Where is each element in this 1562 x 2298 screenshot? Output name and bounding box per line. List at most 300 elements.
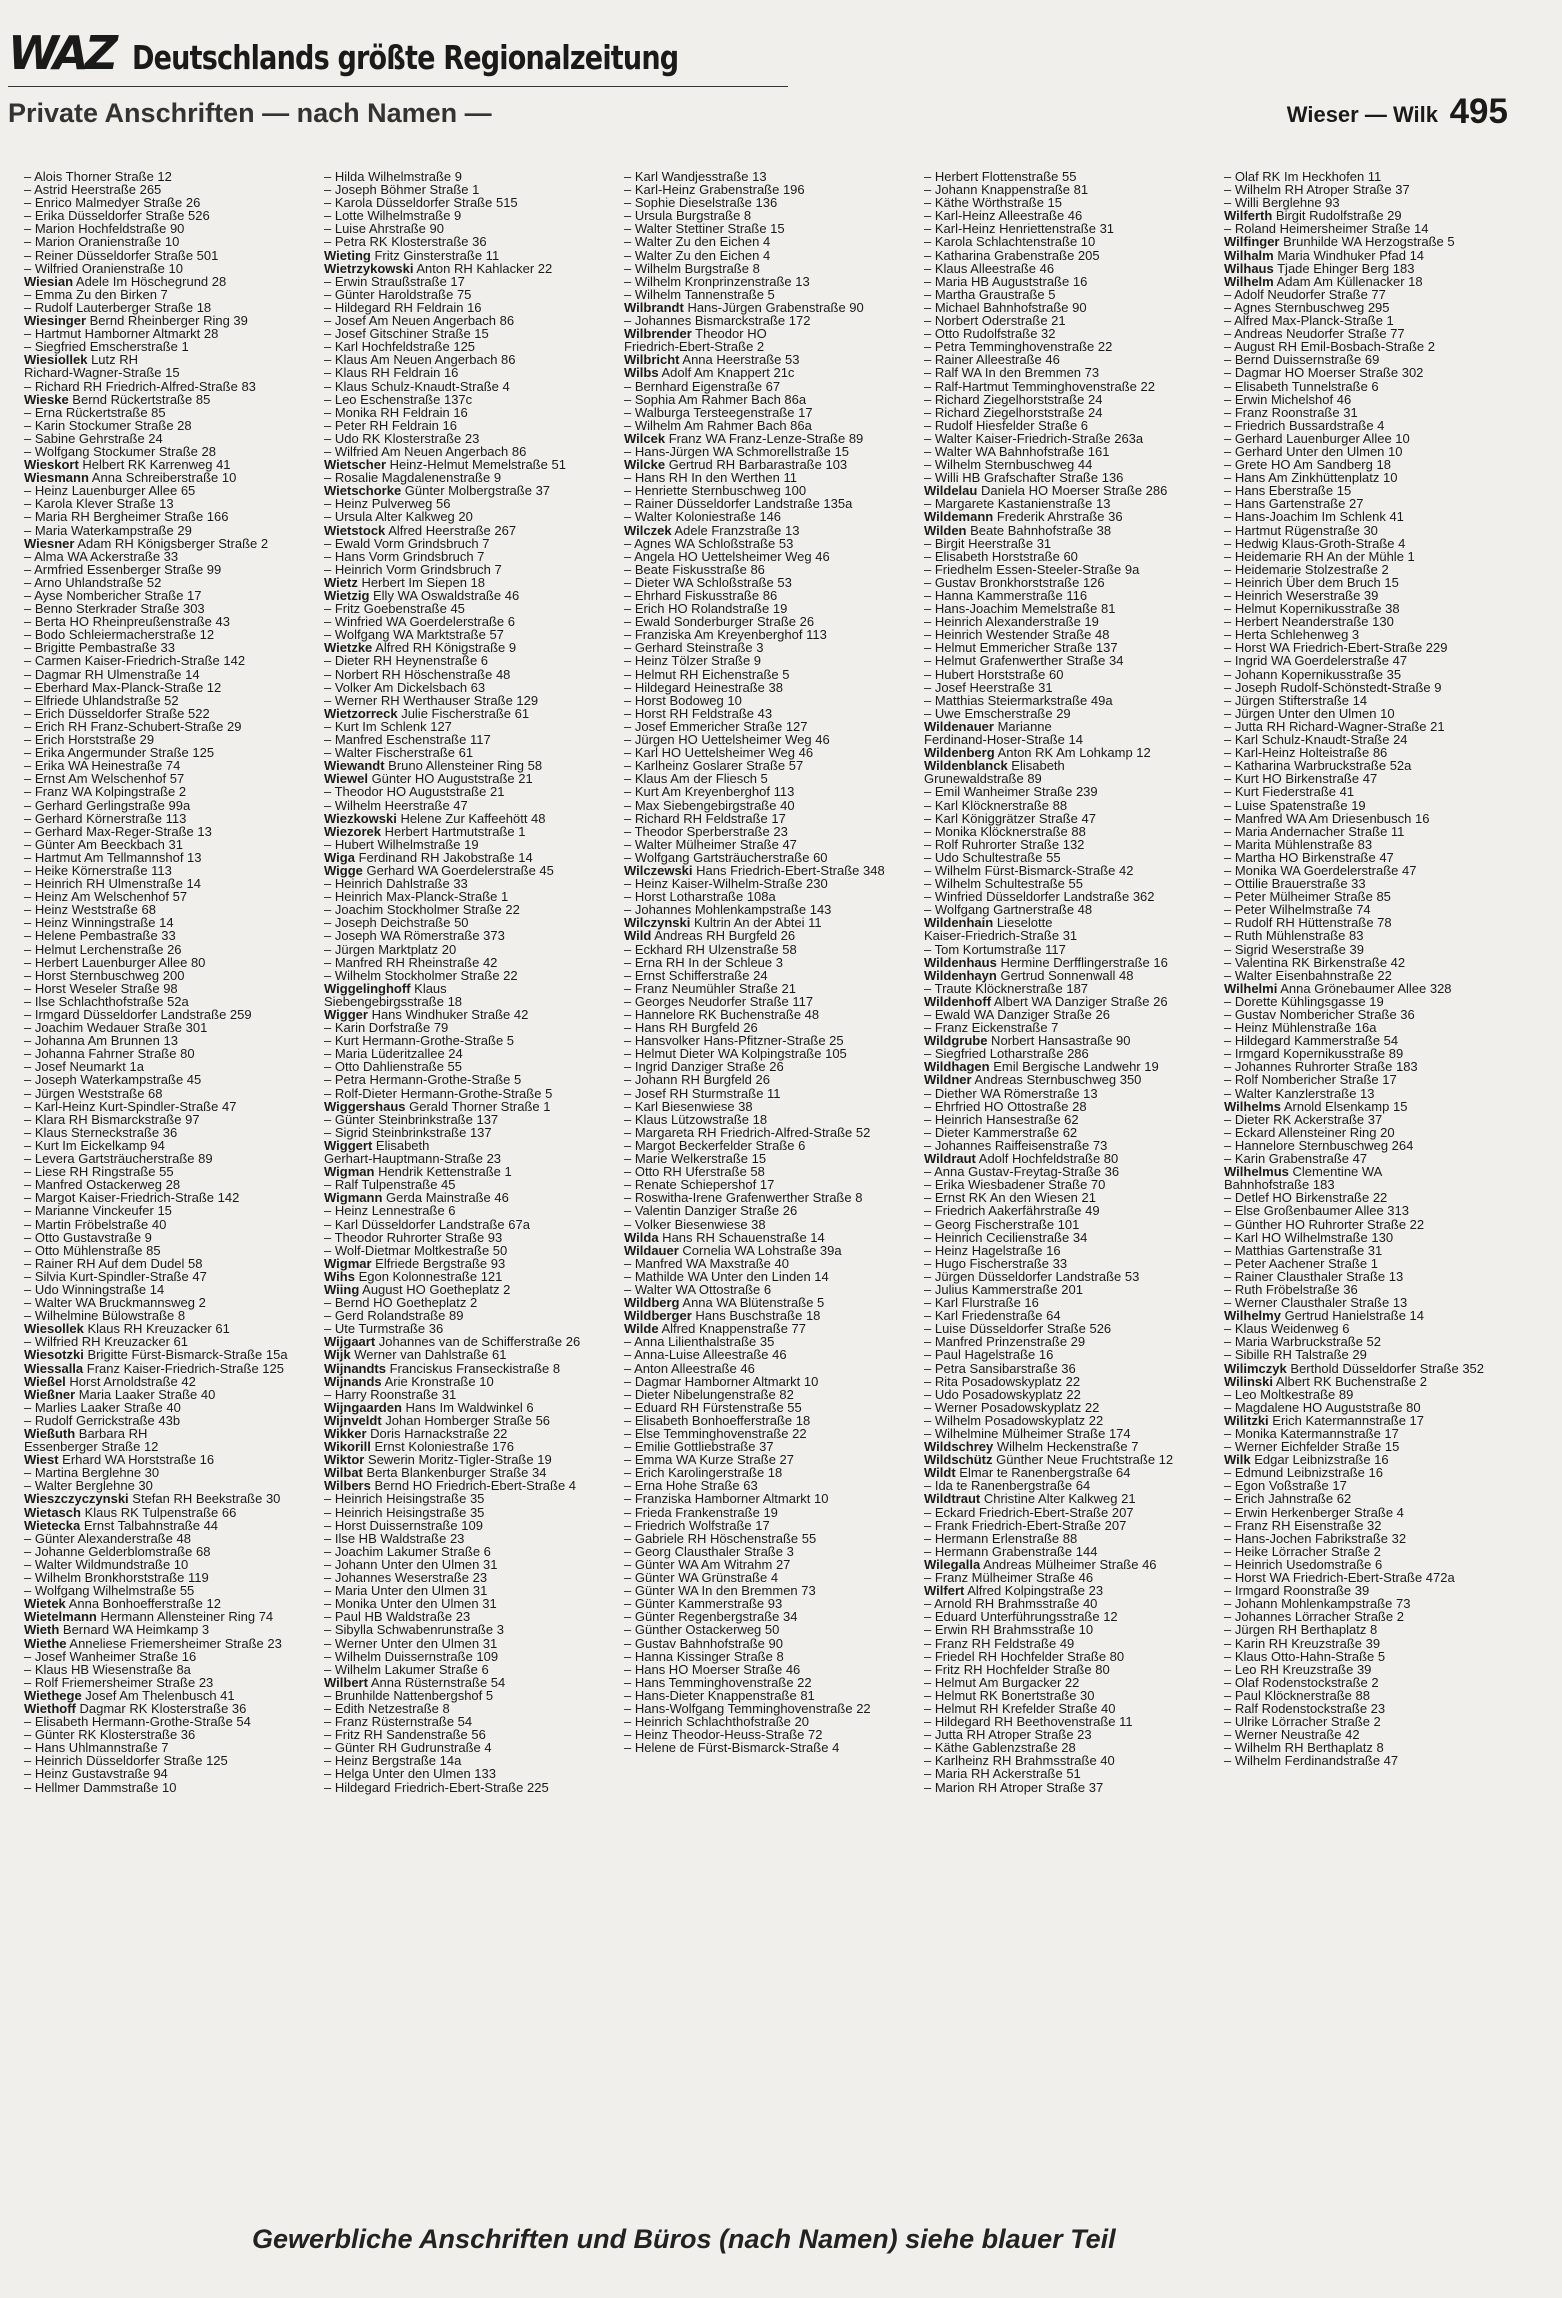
- directory-entry: – Hildegard Kammerstraße 54: [1224, 1033, 1399, 1049]
- directory-entry: – Irmgard Roonstraße 39: [1224, 1583, 1370, 1599]
- directory-entry: – Julius Kammerstraße 201: [924, 1281, 1083, 1297]
- directory-entry: – Luise Ahrstraße 90: [324, 221, 444, 237]
- directory-entry: Bahnhofstraße 183: [1224, 1177, 1335, 1193]
- directory-entry: Wilegalla Andreas Mülheimer Straße 46: [924, 1556, 1157, 1572]
- directory-entry: – Hedwig Klaus-Groth-Straße 4: [1224, 535, 1406, 551]
- directory-entry: – Heinrich Usedomstraße 6: [1224, 1556, 1383, 1572]
- directory-entry: – Heinz Gustavstraße 94: [24, 1766, 168, 1782]
- directory-entry: – Siegfried Lotharstraße 286: [924, 1046, 1089, 1062]
- directory-entry: – Katharina Grabenstraße 205: [924, 247, 1100, 263]
- directory-entry: – Elfriede Uhlandstraße 52: [24, 692, 179, 708]
- directory-entry: Wijk Werner van Dahlstraße 61: [324, 1347, 507, 1363]
- directory-entry: – Heinrich Heisingstraße 35: [324, 1491, 485, 1507]
- directory-entry: – Karl Wandjesstraße 13: [624, 170, 767, 184]
- directory-entry: – Otto Dahlienstraße 55: [324, 1059, 463, 1075]
- directory-entry: – Heinrich Hansestraße 62: [924, 1111, 1079, 1127]
- directory-entry: – Wilhelm Schultestraße 55: [924, 876, 1083, 892]
- directory-entry: – Henriette Sternbuschweg 100: [624, 483, 807, 499]
- directory-entry: – Heinz Lauenburger Allee 65: [24, 483, 196, 499]
- directory-entry: – Sigrid Steinbrinkstraße 137: [324, 1124, 492, 1140]
- directory-entry: – Hartmut Hamborner Altmarkt 28: [24, 326, 219, 342]
- directory-entry: – Hermann Grabenstraße 144: [924, 1543, 1098, 1559]
- directory-entry: – Erich HO Rolandstraße 19: [624, 601, 788, 617]
- directory-entry: – Ayse Nombericher Straße 17: [24, 588, 202, 603]
- directory-entry: – Gerhard Lauenburger Allee 10: [1224, 430, 1410, 446]
- directory-entry: – Heinz Am Welschenhof 57: [24, 889, 188, 905]
- directory-entry: – Wilhelm Duissernstraße 109: [324, 1648, 499, 1664]
- directory-entry: – Franz Rüsternstraße 54: [324, 1714, 473, 1730]
- directory-entry: Wiesian Adele Im Höschegrund 28: [24, 273, 227, 289]
- directory-entry: – Horst Sternbuschweg 200: [24, 967, 185, 983]
- directory-entry: – Jürgen Stifterstraße 14: [1224, 692, 1368, 708]
- directory-entry: – Josef Am Neuen Angerbach 86: [324, 313, 515, 329]
- directory-entry: – Klaus Lützowstraße 18: [624, 1111, 768, 1127]
- directory-entry: – Sibille RH Talstraße 29: [1224, 1347, 1367, 1363]
- directory-entry: – Karin RH Kreuzstraße 39: [1224, 1635, 1381, 1651]
- directory-entry: – Hans RH Burgfeld 26: [624, 1020, 758, 1036]
- directory-entry: – Petra Hermann-Grothe-Straße 5: [324, 1072, 522, 1088]
- directory-entry: – Jutta RH Richard-Wagner-Straße 21: [1224, 718, 1445, 734]
- directory-entry: – Werner Unter den Ulmen 31: [324, 1635, 498, 1651]
- directory-entry: – Petra Temminghovenstraße 22: [924, 339, 1113, 355]
- directory-entry: – Monika WA Goerdelerstraße 47: [1224, 862, 1417, 878]
- directory-entry: – Karlheinz RH Brahmsstraße 40: [924, 1753, 1115, 1769]
- directory-entry: – Wilhelmine Mülheimer Straße 174: [924, 1426, 1131, 1441]
- directory-entry: – Wilhelm Kronprinzenstraße 13: [624, 273, 810, 289]
- directory-entry: Wilcke Gertrud RH Barbarastraße 103: [624, 457, 848, 473]
- directory-entry: – Elisabeth Horststraße 60: [924, 548, 1078, 564]
- directory-entry: – Uwe Emscherstraße 29: [924, 705, 1071, 721]
- directory-entry: Wigmar Elfriede Bergstraße 93: [324, 1255, 506, 1271]
- directory-entry: – Hartmut Am Tellmannshof 13: [24, 849, 202, 865]
- directory-entry: – Roland Heimersheimer Straße 14: [1224, 221, 1429, 237]
- directory-entry: Wieting Fritz Ginsterstraße 11: [324, 247, 500, 263]
- directory-entry: – Klaus RH Feldrain 16: [324, 365, 459, 381]
- directory-entry: – Ernst Schifferstraße 24: [624, 967, 768, 983]
- directory-entry: – Walburga Tersteegenstraße 17: [624, 404, 813, 420]
- directory-entry: Wilitzki Erich Katermannstraße 17: [1224, 1412, 1425, 1428]
- directory-entry: – Gerhard Max-Reger-Straße 13: [24, 823, 212, 839]
- directory-entry: – Sibylla Schwabenrunstraße 3: [324, 1622, 504, 1638]
- directory-entry: – Josef Heerstraße 31: [924, 679, 1053, 695]
- directory-entry: – Heinz Bergstraße 14a: [324, 1753, 462, 1769]
- directory-entry: – Ingrid WA Goerdelerstraße 47: [1224, 653, 1408, 669]
- directory-entry: – Klaus HB Wiesenstraße 8a: [24, 1661, 191, 1677]
- directory-entry: Wiewandt Bruno Allensteiner Ring 58: [324, 758, 543, 774]
- directory-entry: – Peter Aachener Straße 1: [1224, 1255, 1378, 1271]
- directory-entry: – Hildegard Heinestraße 38: [624, 679, 783, 695]
- directory-entry: Wildner Andreas Sternbuschweg 350: [924, 1072, 1142, 1088]
- directory-entry: – Hans Gartenstraße 27: [1224, 496, 1364, 512]
- directory-entry: – Wilfried Am Neuen Angerbach 86: [324, 443, 527, 459]
- directory-entry: – Wilhelm Fürst-Bismarck-Straße 42: [924, 862, 1134, 878]
- directory-entry: – Dorette Kühlingsgasse 19: [1224, 993, 1384, 1009]
- directory-entry: – Heike Lörracher Straße 2: [1224, 1543, 1381, 1559]
- directory-entry: – Hilda Wilhelmstraße 9: [324, 170, 462, 184]
- directory-entry: – Siegfried Emscherstraße 1: [24, 339, 189, 355]
- listing-column-1: [24, 170, 314, 2165]
- directory-entry: – Margareta RH Friedrich-Alfred-Straße 52: [624, 1124, 871, 1140]
- directory-entry: – Werner Clausthaler Straße 13: [1224, 1295, 1408, 1311]
- directory-entry: – Dieter WA Schloßstraße 53: [624, 574, 792, 590]
- directory-entry: – Emma Zu den Birken 7: [24, 286, 168, 302]
- directory-entry: – Josef RH Sturmstraße 11: [624, 1085, 781, 1101]
- directory-entry: Wiest Erhard WA Horststraße 16: [24, 1452, 215, 1468]
- directory-entry: Wietasch Klaus RK Tulpenstraße 66: [24, 1504, 237, 1520]
- directory-entry: – Kurt HO Birkenstraße 47: [1224, 771, 1378, 787]
- directory-entry: – Ernst Am Welschenhof 57: [24, 771, 185, 787]
- directory-entry: – Heinrich Dahlstraße 33: [324, 876, 468, 892]
- directory-entry: Wieske Bernd Rückertstraße 85: [24, 391, 211, 407]
- directory-entry: Wiethe Anneliese Friemersheimer Straße 23: [24, 1635, 282, 1651]
- directory-entry: Wijnands Arie Kronstraße 10: [324, 1373, 494, 1389]
- directory-entry: – Johanne Gelderblomstraße 68: [24, 1543, 211, 1559]
- directory-entry: – Dagmar RH Ulmenstraße 14: [24, 666, 200, 682]
- directory-entry: – Helene Pembastraße 33: [24, 928, 176, 944]
- directory-entry: – Michael Bahnhofstraße 90: [924, 299, 1087, 315]
- directory-entry: – Wilhelm Sternbuschweg 44: [924, 457, 1093, 473]
- directory-entry: – Rainer Alleestraße 46: [924, 352, 1060, 368]
- directory-entry: – Olaf RK Im Heckhofen 11: [1224, 170, 1382, 184]
- directory-entry: – Joseph Deichstraße 50: [324, 915, 469, 931]
- directory-entry: – Alma WA Ackerstraße 33: [24, 548, 179, 564]
- directory-entry: – Heinz Hagelstraße 16: [924, 1242, 1061, 1258]
- directory-entry: – Käthe Gablenzstraße 28: [924, 1740, 1076, 1756]
- directory-entry: – Johanna Fahrner Straße 80: [24, 1046, 195, 1062]
- directory-entry: – Karola Düsseldorfer Straße 515: [324, 195, 518, 211]
- directory-entry: – Jürgen HO Uettelsheimer Weg 46: [624, 732, 830, 748]
- directory-entry: – Liese RH Ringstraße 55: [24, 1164, 174, 1180]
- directory-entry: – Josef Neumarkt 1a: [24, 1059, 144, 1075]
- directory-entry: – Wolfgang Gartnerstraße 48: [924, 902, 1093, 918]
- directory-entry: Wiing August HO Goetheplatz 2: [324, 1281, 511, 1297]
- directory-entry: – Volker Am Dickelsbach 63: [324, 679, 486, 695]
- directory-entry: – Udo Winningstraße 14: [24, 1281, 165, 1297]
- directory-entry: – Maria Andernacher Straße 11: [1224, 823, 1405, 839]
- directory-entry: – Heinrich Über dem Bruch 15: [1224, 574, 1399, 590]
- directory-entry: – Brigitte Pembastraße 33: [24, 640, 176, 656]
- directory-entry: – Helmut Dieter WA Kolpingstraße 105: [624, 1046, 847, 1062]
- directory-entry: – Franz Mülheimer Straße 46: [924, 1570, 1094, 1586]
- directory-entry: – Ilse Schlachthofstraße 52a: [24, 993, 189, 1009]
- directory-entry: – Otto RH Uferstraße 58: [624, 1164, 765, 1180]
- directory-entry: – Kurt Im Schlenk 127: [324, 718, 452, 734]
- directory-entry: – Eberhard Max-Planck-Straße 12: [24, 679, 222, 695]
- directory-entry: – Maria RH Bergheimer Straße 166: [24, 509, 229, 525]
- directory-entry: – Heinz Kaiser-Wilhelm-Straße 230: [624, 876, 828, 892]
- directory-entry: – Wilhelm Stockholmer Straße 22: [324, 967, 518, 983]
- directory-entry: – Agnes WA Schloßstraße 53: [624, 535, 794, 551]
- directory-entry: – Birgit Heerstraße 31: [924, 535, 1052, 551]
- directory-entry: – Monika Katermannstraße 17: [1224, 1426, 1399, 1441]
- directory-entry: – Sophia Am Rahmer Bach 86a: [624, 391, 807, 407]
- directory-entry: – Johannes Bismarckstraße 172: [624, 313, 811, 329]
- directory-entry: Wildenhoff Albert WA Danziger Straße 26: [924, 993, 1168, 1009]
- directory-entry: – Karola Schlachtenstraße 10: [924, 234, 1096, 250]
- directory-entry: – Gustav Bronkhorststraße 126: [924, 574, 1105, 590]
- directory-entry: – Erna RH In der Schleue 3: [624, 954, 783, 970]
- directory-entry: Wilbs Adolf Am Knappert 21c: [624, 365, 795, 381]
- directory-entry: – Heike Körnerstraße 113: [24, 862, 172, 878]
- directory-entry: – Eckhard RH Ulzenstraße 58: [624, 941, 797, 957]
- directory-entry: Wildenhaus Hermine Derfflingerstraße 16: [924, 954, 1168, 970]
- directory-entry: – Ulrike Lörracher Straße 2: [1224, 1714, 1381, 1730]
- directory-entry: Wiesner Adam RH Königsberger Straße 2: [24, 535, 269, 551]
- directory-entry: – Maria Lüderitzallee 24: [324, 1046, 463, 1062]
- directory-entry: – Horst Bodoweg 10: [624, 692, 742, 708]
- directory-entry: Wildberg Anna WA Blütenstraße 5: [624, 1295, 825, 1311]
- directory-entry: – Emil Wanheimer Straße 239: [924, 784, 1098, 800]
- directory-entry: – Johann Kopernikusstraße 35: [1224, 666, 1402, 682]
- directory-entry: – Ernst RK An den Wiesen 21: [924, 1190, 1096, 1206]
- directory-entry: – Franz Eickenstraße 7: [924, 1020, 1059, 1036]
- directory-entry: – Maria Unter den Ulmen 31: [324, 1583, 488, 1599]
- directory-entry: Wijnandts Franciskus Franseckistraße 8: [324, 1360, 561, 1376]
- directory-entry: – Karl-Heinz Grabenstraße 196: [624, 182, 805, 198]
- directory-entry: – Hartmut Rügenstraße 30: [1224, 522, 1378, 538]
- directory-entry: Wigmann Gerda Mainstraße 46: [324, 1190, 509, 1206]
- directory-entry: – Gerhard Unter den Ulmen 10: [1224, 443, 1403, 459]
- directory-entry: – Dieter RK Ackerstraße 37: [1224, 1111, 1383, 1127]
- directory-entry: Wildtraut Christine Alter Kalkweg 21: [924, 1491, 1136, 1507]
- directory-entry: – Heinz Mühlenstraße 16a: [1224, 1020, 1377, 1036]
- directory-entry: Grunewaldstraße 89: [924, 771, 1042, 787]
- directory-entry: Wießuth Barbara RH: [24, 1426, 148, 1441]
- directory-entry: – Silvia Kurt-Spindler-Straße 47: [24, 1268, 207, 1284]
- directory-entry: – Günter RK Klosterstraße 36: [24, 1727, 196, 1743]
- directory-entry: – Martina Berglehne 30: [24, 1465, 160, 1481]
- directory-entry: – Theodor Ruhrorter Straße 93: [324, 1229, 503, 1245]
- directory-entry: – Erich Horststraße 29: [24, 732, 155, 748]
- directory-entry: – Johann Unter den Ulmen 31: [324, 1556, 498, 1572]
- directory-entry: Wilczynski Kultrin An der Abtei 11: [624, 915, 822, 931]
- directory-entry: – Bernd HO Goetheplatz 2: [324, 1295, 478, 1311]
- directory-entry: – Rudolf Hiesfelder Straße 6: [924, 417, 1089, 433]
- directory-entry: – Rolf Friemersheimer Straße 23: [24, 1674, 214, 1690]
- directory-entry: – Walter Berglehne 30: [24, 1478, 153, 1494]
- directory-entry: – Theodor Sperberstraße 23: [624, 823, 788, 839]
- directory-entry: – Jürgen Marktplatz 20: [324, 941, 457, 957]
- directory-entry: – Johannes Ruhrorter Straße 183: [1224, 1059, 1418, 1075]
- directory-entry: – Erika Wiesbadener Straße 70: [924, 1177, 1106, 1193]
- directory-entry: – Heinz Tölzer Straße 9: [624, 653, 762, 669]
- directory-entry: Wildberger Hans Buschstraße 18: [624, 1308, 821, 1324]
- subheader: [8, 92, 1508, 136]
- directory-entry: – Dagmar Hamborner Altmarkt 10: [624, 1373, 819, 1389]
- directory-entry: Wildelau Daniela HO Moerser Straße 286: [924, 483, 1168, 499]
- directory-entry: Wilde Alfred Knappenstraße 77: [624, 1321, 806, 1337]
- directory-entry: – Ralf Tulpenstraße 45: [324, 1177, 456, 1193]
- directory-entry: – Helmut Grafenwerther Straße 34: [924, 653, 1124, 669]
- directory-entry: – Georg Fischerstraße 101: [924, 1216, 1080, 1232]
- directory-entry: – Manfred Prinzenstraße 29: [924, 1334, 1086, 1350]
- directory-entry: – Joachim Wedauer Straße 301: [24, 1020, 208, 1036]
- directory-entry: – Walter Stettiner Straße 15: [624, 221, 785, 237]
- directory-entry: – Wilhelm Bronkhorststraße 119: [24, 1570, 209, 1586]
- listing-column-5: [1224, 170, 1514, 2165]
- directory-entry: – Franz Neumühler Straße 21: [624, 980, 796, 996]
- directory-entry: – Joseph WA Römerstraße 373: [324, 928, 505, 944]
- directory-entry: – Leo RH Kreuzstraße 39: [1224, 1661, 1372, 1677]
- directory-entry: Wilimczyk Berthold Düsseldorfer Straße 352: [1224, 1360, 1485, 1376]
- directory-entry: – Günther Ostackerweg 50: [624, 1622, 780, 1638]
- directory-entry: – Margot Kaiser-Friedrich-Straße 142: [24, 1190, 240, 1206]
- directory-entry: – Karl Klöcknerstraße 88: [924, 797, 1068, 813]
- directory-entry: Wilczewski Hans Friedrich-Ebert-Straße 348: [624, 862, 885, 878]
- directory-entry: – Hellmer Dammstraße 10: [24, 1779, 177, 1795]
- directory-entry: – Matthias Steiermarkstraße 49a: [924, 692, 1113, 708]
- directory-entry: – Klara RH Bismarckstraße 97: [24, 1111, 200, 1127]
- directory-entry: Wilda Hans RH Schauenstraße 14: [624, 1229, 825, 1245]
- directory-entry: – Adolf Neudorfer Straße 77: [1224, 286, 1386, 302]
- directory-entry: – Karl Düsseldorfer Landstraße 67a: [324, 1216, 530, 1232]
- directory-entry: – Heinz Theodor-Heuss-Straße 72: [624, 1727, 823, 1743]
- directory-entry: Wietelmann Hermann Allensteiner Ring 74: [24, 1609, 274, 1625]
- directory-entry: Wietz Herbert Im Siepen 18: [324, 574, 486, 590]
- directory-entry: Wildemann Frederik Ahrstraße 36: [924, 509, 1123, 525]
- directory-entry: – Bernhard Eigenstraße 67: [624, 378, 781, 394]
- directory-entry: Wietecka Ernst Talbahnstraße 44: [24, 1517, 219, 1533]
- directory-entry: – Erika Düsseldorfer Straße 526: [24, 208, 210, 224]
- directory-entry: – Hannelore Sternbuschweg 264: [1224, 1137, 1414, 1153]
- directory-entry: Wietrzykowski Anton RH Kahlacker 22: [324, 260, 553, 276]
- directory-entry: – Edith Netzestraße 8: [324, 1700, 450, 1716]
- directory-entry: – Elisabeth Bonhoefferstraße 18: [624, 1412, 811, 1428]
- directory-entry: – Wilhelm Heerstraße 47: [324, 797, 468, 813]
- directory-entry: Wildenberg Anton RK Am Lohkamp 12: [924, 745, 1151, 761]
- directory-entry: Wildschrey Wilhelm Heckenstraße 7: [924, 1439, 1139, 1455]
- directory-entry: – Klaus Schulz-Knaudt-Straße 4: [324, 378, 510, 394]
- masthead: [8, 26, 1508, 84]
- name-range: Wieser — Wilk: [1286, 102, 1438, 127]
- directory-entry: – Horst RH Feldstraße 43: [624, 705, 773, 721]
- directory-entry: – Anna-Luise Alleestraße 46: [624, 1347, 787, 1363]
- directory-entry: – Karl-Heinz Henriettenstraße 31: [924, 221, 1115, 237]
- directory-entry: – Rainer RH Auf dem Dudel 58: [24, 1255, 203, 1271]
- directory-entry: – Theodor HO Auguststraße 21: [324, 784, 505, 800]
- directory-entry: Wikorill Ernst Koloniestraße 176: [324, 1439, 514, 1455]
- directory-entry: Wilferth Birgit Rudolfstraße 29: [1224, 208, 1402, 224]
- directory-entry: – Johannes Lörracher Straße 2: [1224, 1609, 1404, 1625]
- directory-entry: – Bodo Schleiermacherstraße 12: [24, 627, 215, 643]
- directory-entry: – Eduard RH Fürstenstraße 55: [624, 1399, 802, 1415]
- directory-listing: [24, 170, 1524, 2165]
- directory-entry: – Günter Regenbergstraße 34: [624, 1609, 798, 1625]
- directory-entry: Wieth Bernard WA Heimkamp 3: [24, 1622, 210, 1638]
- listing-column-2: [324, 170, 614, 2165]
- directory-entry: – Luise Spatenstraße 19: [1224, 797, 1366, 813]
- directory-entry: – Karl Hochfeldstraße 125: [324, 339, 476, 355]
- directory-entry: – Erich Karolingerstraße 18: [624, 1465, 783, 1481]
- directory-entry: – Klaus Weidenweg 6: [1224, 1321, 1350, 1337]
- directory-entry: – Peter Mülheimer Straße 85: [1224, 889, 1391, 905]
- directory-entry: – Erika WA Heinestraße 74: [24, 758, 181, 774]
- directory-entry: – Walter Fischerstraße 61: [324, 745, 474, 761]
- directory-entry: – Walter WA Ottostraße 6: [624, 1281, 772, 1297]
- directory-entry: – Helmut RH Krefelder Straße 40: [924, 1700, 1116, 1716]
- directory-entry: – Anna Gustav-Freytag-Straße 36: [924, 1164, 1120, 1180]
- directory-entry: – Alois Thorner Straße 12: [24, 170, 172, 184]
- directory-entry: – Herbert Lauenburger Allee 80: [24, 954, 206, 970]
- directory-entry: – Walter Mülheimer Straße 47: [624, 836, 797, 852]
- directory-entry: Wildenhayn Gertrud Sonnenwall 48: [924, 967, 1134, 983]
- directory-entry: – Wilhelm RH Atroper Straße 37: [1224, 182, 1410, 198]
- directory-entry: – Walter Kaiser-Friedrich-Straße 263a: [924, 430, 1144, 446]
- directory-entry: – Monika Klöcknerstraße 88: [924, 823, 1086, 839]
- directory-entry: – Carmen Kaiser-Friedrich-Straße 142: [24, 653, 246, 669]
- directory-entry: – Ursula Alter Kalkweg 20: [324, 509, 473, 525]
- directory-entry: – Rudolf RH Hüttenstraße 78: [1224, 915, 1392, 931]
- directory-entry: – Heinz Pulverweg 56: [324, 496, 451, 512]
- directory-entry: – Martha Graustraße 5: [924, 286, 1056, 302]
- directory-entry: – Eckard Allensteiner Ring 20: [1224, 1124, 1395, 1140]
- directory-entry: – Ursula Burgstraße 8: [624, 208, 752, 224]
- directory-entry: – Franziska Hamborner Altmarkt 10: [624, 1491, 829, 1507]
- directory-entry: – Wilhelm RH Berthaplatz 8: [1224, 1740, 1384, 1756]
- directory-entry: Wildt Elmar te Ranenbergstraße 64: [924, 1465, 1131, 1481]
- directory-entry: – Arnold RH Brahmsstraße 40: [924, 1596, 1098, 1612]
- directory-entry: – Hans HO Moerser Straße 46: [624, 1661, 801, 1677]
- directory-entry: – Klaus Otto-Hahn-Straße 5: [1224, 1648, 1386, 1664]
- directory-entry: – Herta Schlehenweg 3: [1224, 627, 1360, 643]
- directory-entry: Wikker Doris Harnackstraße 22: [324, 1426, 508, 1441]
- directory-entry: – Richard Ziegelhorststraße 24: [924, 404, 1103, 420]
- directory-entry: – Winfried Düsseldorfer Landstraße 362: [924, 889, 1155, 905]
- directory-entry: – Kurt Im Eickelkamp 94: [24, 1137, 165, 1153]
- directory-entry: – Karl Biesenwiese 38: [624, 1098, 753, 1114]
- directory-entry: – Helmut Kopernikusstraße 38: [1224, 601, 1400, 617]
- directory-entry: – Manfred Ostackerweg 28: [24, 1177, 181, 1193]
- directory-entry: – Friedrich Wolfstraße 17: [624, 1517, 770, 1533]
- directory-entry: – Herbert Neanderstraße 130: [1224, 614, 1394, 630]
- directory-entry: – Benno Sterkrader Straße 303: [24, 601, 205, 617]
- directory-entry: – Grete HO Am Sandberg 18: [1224, 457, 1391, 473]
- directory-entry: – Udo Schultestraße 55: [924, 849, 1061, 865]
- directory-entry: – Karl-Heinz Kurt-Spindler-Straße 47: [24, 1098, 237, 1114]
- directory-entry: Wiezkowski Helene Zur Kaffeehött 48: [324, 810, 546, 826]
- directory-entry: – Marion Hochfeldstraße 90: [24, 221, 185, 237]
- directory-entry: – Marion RH Atroper Straße 37: [924, 1779, 1104, 1795]
- directory-entry: – Joseph Waterkampstraße 45: [24, 1072, 202, 1088]
- directory-entry: – Ruth Mühlenstraße 83: [1224, 928, 1364, 944]
- directory-entry: – Franz RH Feldstraße 49: [924, 1635, 1075, 1651]
- directory-entry: – Irmgard Düsseldorfer Landstraße 259: [24, 1007, 252, 1022]
- directory-entry: – Willi Berglehne 93: [1224, 195, 1340, 211]
- directory-entry: Wilbricht Anna Heerstraße 53: [624, 352, 800, 368]
- directory-entry: – Rosalie Magdalenenstraße 9: [324, 470, 502, 486]
- directory-entry: – Ute Turmstraße 36: [324, 1321, 444, 1337]
- directory-entry: – Friedhelm Essen-Steeler-Straße 9a: [924, 561, 1140, 577]
- directory-entry: – Eduard Unterführungsstraße 12: [924, 1609, 1118, 1625]
- directory-entry: – Manfred WA Am Driesenbusch 16: [1224, 810, 1430, 826]
- directory-entry: – Horst WA Friedrich-Ebert-Straße 472a: [1224, 1570, 1455, 1586]
- directory-entry: – Leo Moltkestraße 89: [1224, 1386, 1354, 1402]
- directory-entry: – Richard RH Feldstraße 17: [624, 810, 786, 826]
- directory-entry: – Karl-Heinz Alleestraße 46: [924, 208, 1083, 224]
- directory-entry: – Hermann Erlenstraße 88: [924, 1530, 1078, 1546]
- directory-entry: – Hansvolker Hans-Pfitzner-Straße 25: [624, 1033, 844, 1049]
- directory-entry: – Kurt Am Kreyenberghof 113: [624, 784, 795, 800]
- directory-entry: – Hans-Dieter Knappenstraße 81: [624, 1687, 815, 1703]
- directory-entry: Wießel Horst Arnoldstraße 42: [24, 1373, 196, 1389]
- directory-entry: – Dagmar HO Moerser Straße 302: [1224, 365, 1424, 381]
- directory-entry: Essenberger Straße 12: [24, 1439, 159, 1455]
- directory-entry: – Emilie Gottliebstraße 37: [624, 1439, 774, 1455]
- directory-entry: Wilhelmi Anna Grönebaumer Allee 328: [1224, 980, 1452, 996]
- directory-entry: – Maria HB Auguststraße 16: [924, 273, 1088, 289]
- directory-entry: – Ewald WA Danziger Straße 26: [924, 1007, 1110, 1022]
- directory-entry: – Rolf-Dieter Hermann-Grothe-Straße 5: [324, 1085, 553, 1101]
